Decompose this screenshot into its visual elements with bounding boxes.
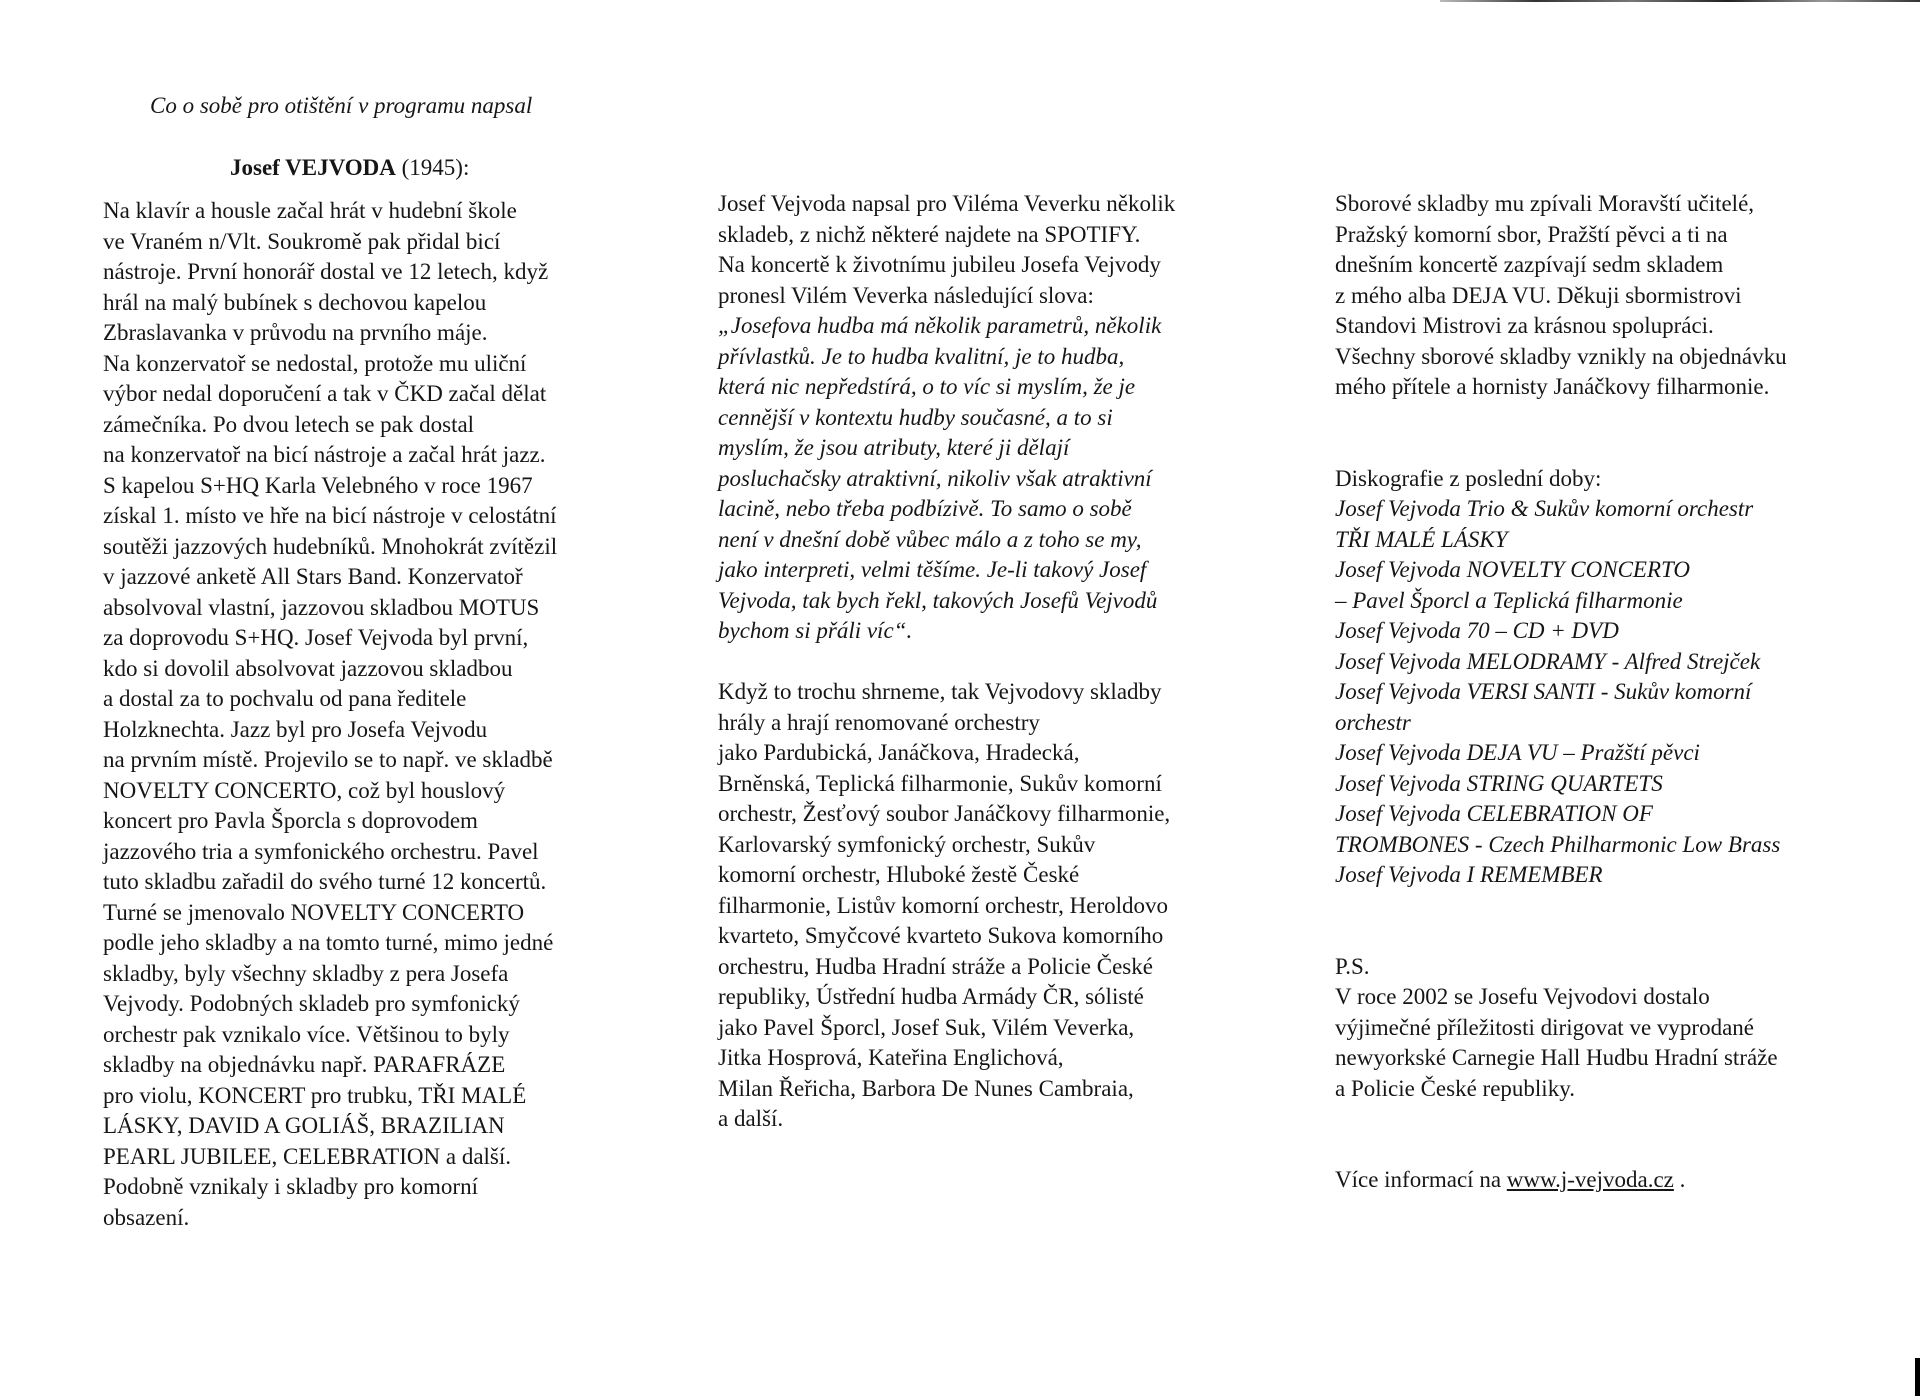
discography-item: orchestr (1335, 709, 1411, 735)
discography-item: Josef Vejvoda CELEBRATION OF (1335, 801, 1653, 826)
discography-item: TŘI MALÉ LÁSKY (1335, 526, 1508, 552)
spacer (718, 647, 1175, 678)
text-line: Turné se jmenovalo NOVELTY CONCERTO (103, 899, 525, 925)
ps-heading: P.S. (1335, 953, 1370, 979)
text-line: NOVELTY CONCERTO, což byl houslový (103, 777, 506, 803)
quote-line: lacině, nebo třeba podbízivě. To samo o sobě (718, 496, 1132, 521)
text-line: Na konzervatoř se nedostal, protože mu uliční (103, 350, 527, 376)
quote-line: myslím, že jsou atributy, které ji dělají (718, 435, 1070, 460)
more-info-suffix: . (1673, 1167, 1686, 1192)
discography-list (1335, 494, 1787, 891)
text-line: jako Pardubická, Janáčkova, Hradecká, (718, 740, 1080, 765)
middle-column (718, 189, 1175, 1135)
text-line: koncert pro Pavla Šporcla s doprovodem (103, 808, 478, 833)
ps-paragraph (1335, 982, 1787, 1104)
text-line: obsazení. (103, 1204, 190, 1230)
discography-item: – Pavel Šporcl a Teplická filharmonie (1335, 587, 1683, 613)
text-line: LÁSKY, DAVID A GOLIÁŠ, BRAZILIAN (103, 1113, 505, 1138)
text-line: mého přítele a hornisty Janáčkovy filharmonie. (1335, 374, 1770, 399)
text-line: orchestr pak vznikalo více. Většinou to byly (103, 1021, 510, 1047)
text-line: orchestr, Žesťový soubor Janáčkovy filharmonie, (718, 801, 1171, 826)
discography-item: Josef Vejvoda NOVELTY CONCERTO (1335, 557, 1690, 582)
text-line: Vejvody. Podobných skladeb pro symfonický (103, 991, 520, 1016)
text-line: hrál na malý bubínek s dechovou kapelou (103, 289, 487, 315)
text-line: komorní orchestr, Hluboké žestě České (718, 862, 1080, 887)
text-line: hrály a hrají renomované orchestry (718, 709, 1040, 735)
text-line: a dostal za to pochvalu od pana ředitele (103, 686, 467, 711)
text-line: Na klavír a housle začal hrát v hudební škole (103, 198, 517, 223)
discography-item: Josef Vejvoda 70 – CD + DVD (1335, 618, 1619, 643)
quote-line: cennější v kontextu hudby současné, a to si (718, 404, 1113, 430)
text-line: Karlovarský symfonický orchestr, Sukův (718, 831, 1096, 857)
text-line: skladeb, z nichž některé najdete na SPOTIFY. (718, 221, 1141, 247)
quote-line: přívlastků. Je to hudba kvalitní, je to hudba, (718, 343, 1125, 369)
quote-line: Vejvoda, tak bych řekl, takových Josefů Vejvodů (718, 587, 1158, 613)
quote-line: jako interpreti, velmi těšíme. Je-li takový Josef (718, 557, 1147, 582)
text-line: skladby na objednávku např. PARAFRÁZE (103, 1052, 506, 1077)
text-line: Standovi Mistrovi za krásnou spolupráci. (1335, 313, 1714, 338)
choir-paragraph (1335, 189, 1787, 403)
text-line: Zbraslavanka v průvodu na prvního máje. (103, 320, 488, 345)
quote-line: není v dnešní době vůbec málo a z toho se my, (718, 526, 1142, 552)
text-line: Milan Řeřicha, Barbora De Nunes Cambraia, (718, 1075, 1134, 1101)
text-line: dnešním koncertě zazpívají sedm skladem (1335, 252, 1724, 277)
text-line: podle jeho skladby a na tomto turné, mimo jedné (103, 930, 554, 955)
discography-item: Josef Vejvoda I REMEMBER (1335, 862, 1603, 887)
quote-line: posluchačsky atraktivní, nikoliv však atraktivní (718, 465, 1152, 491)
text-line: nástroje. První honorář dostal ve 12 letech, když (103, 259, 549, 284)
text-line: PEARL JUBILEE, CELEBRATION a další. (103, 1143, 512, 1169)
text-line: v jazzové anketě All Stars Band. Konzervatoř (103, 564, 523, 589)
text-line: ve Vraném n/Vlt. Soukromě pak přidal bicí (103, 228, 501, 254)
text-line: Na koncertě k životnímu jubileu Josefa Vejvody (718, 252, 1161, 277)
more-info (1335, 1165, 1787, 1196)
quote-line: bychom si přáli víc“. (718, 618, 913, 643)
discography-item: Josef Vejvoda DEJA VU – Pražští pěvci (1335, 740, 1700, 765)
text-line: pronesl Vilém Veverka následující slova: (718, 282, 1094, 308)
text-line: kdo si dovolil absolvovat jazzovou skladbou (103, 655, 513, 681)
discography-item: Josef Vejvoda MELODRAMY - Alfred Strejček (1335, 648, 1761, 674)
scan-edge-artifact (1440, 0, 1920, 2)
text-line: za doprovodu S+HQ. Josef Vejvoda byl první, (103, 625, 529, 650)
veverka-quote (718, 311, 1175, 647)
right-column (1335, 189, 1787, 1196)
scan-corner-mark (1915, 1358, 1920, 1396)
text-line: výbor nedal doporučení a tak v ČKD začal dělat (103, 381, 547, 406)
text-line: kvarteto, Smyčcové kvarteto Sukova komorního (718, 923, 1164, 948)
text-line: absolvoval vlastní, jazzovou skladbou MOTUS (103, 594, 540, 620)
website-link[interactable]: www.j-vejvoda.cz (1506, 1167, 1674, 1192)
text-line: a Policie České republiky. (1335, 1075, 1575, 1101)
text-line: z mého alba DEJA VU. Děkuji sbormistrovi (1335, 282, 1742, 308)
spacer (1335, 1104, 1787, 1165)
more-info-prefix: Více informací na (1335, 1167, 1507, 1192)
composer-heading (230, 155, 469, 181)
composer-year: (1945): (395, 155, 470, 180)
text-line: na konzervatoř na bicí nástroje a začal hrát jazz. (103, 442, 546, 467)
text-line: pro violu, KONCERT pro trubku, TŘI MALÉ (103, 1082, 527, 1108)
text-line: skladby, byly všechny skladby z pera Josefa (103, 960, 509, 986)
discography-item: Josef Vejvoda STRING QUARTETS (1335, 770, 1663, 796)
text-line: Když to trochu shrneme, tak Vejvodovy skladby (718, 679, 1162, 704)
text-line: filharmonie, Listův komorní orchestr, Heroldovo (718, 892, 1169, 918)
discography-item: Josef Vejvoda VERSI SANTI - Sukův komorní (1335, 679, 1752, 704)
text-line: jazzového tria a symfonického orchestru. Pavel (103, 838, 539, 864)
text-line: orchestru, Hudba Hradní stráže a Policie České (718, 953, 1153, 979)
text-line: výjimečné příležitosti dirigovat ve vyprodané (1335, 1014, 1754, 1040)
biography-column (103, 196, 557, 1233)
text-line: soutěži jazzových hudebníků. Mnohokrát zvítězil (103, 533, 558, 559)
intro-caption: Co o sobě pro otištění v programu napsal (150, 93, 533, 118)
text-line: tuto skladbu zařadil do svého turné 12 koncertů. (103, 869, 547, 894)
veverka-intro (718, 189, 1175, 311)
text-line: Brněnská, Teplická filharmonie, Sukův komorní (718, 770, 1162, 796)
discography-item: Josef Vejvoda Trio & Sukův komorní orchestr (1335, 496, 1754, 521)
text-line: získal 1. místo ve hře na bicí nástroje v celostátní (103, 503, 557, 528)
discography-heading: Diskografie z poslední doby: (1335, 465, 1602, 491)
text-line: republiky, Ústřední hudba Armády ČR, sólisté (718, 984, 1144, 1009)
text-line: Sborové skladby mu zpívali Moravští učitelé, (1335, 191, 1755, 216)
text-line: zámečníka. Po dvou letech se pak dostal (103, 411, 475, 437)
text-line: Josef Vejvoda napsal pro Viléma Veverku několik (718, 191, 1176, 216)
text-line: Holzknechta. Jazz byl pro Josefa Vejvodu (103, 716, 488, 742)
spacer (1335, 891, 1787, 952)
text-line: V roce 2002 se Josefu Vejvodovi dostalo (1335, 984, 1710, 1009)
spacer (1335, 403, 1787, 464)
orchestras-summary (718, 677, 1175, 1135)
text-line: Jitka Hosprová, Kateřina Englichová, (718, 1045, 1064, 1070)
discography-item: TROMBONES - Czech Philharmonic Low Brass (1335, 831, 1781, 857)
quote-line: která nic nepředstírá, o to víc si myslím, že je (718, 374, 1136, 399)
text-line: Pražský komorní sbor, Pražští pěvci a ti na (1335, 221, 1728, 247)
text-line: jako Pavel Šporcl, Josef Suk, Vilém Veverka, (718, 1014, 1135, 1040)
text-line: S kapelou S+HQ Karla Velebného v roce 1967 (103, 472, 533, 498)
text-line: a další. (718, 1106, 784, 1131)
composer-name: Josef VEJVODA (230, 155, 396, 180)
text-line: Podobně vznikaly i skladby pro komorní (103, 1174, 478, 1199)
quote-line: „Josefova hudba má několik parametrů, několik (718, 313, 1162, 338)
text-line: Všechny sborové skladby vznikly na objednávku (1335, 343, 1787, 369)
text-line: na prvním místě. Projevilo se to např. ve skladbě (103, 747, 553, 772)
text-line: newyorkské Carnegie Hall Hudbu Hradní stráže (1335, 1045, 1778, 1070)
